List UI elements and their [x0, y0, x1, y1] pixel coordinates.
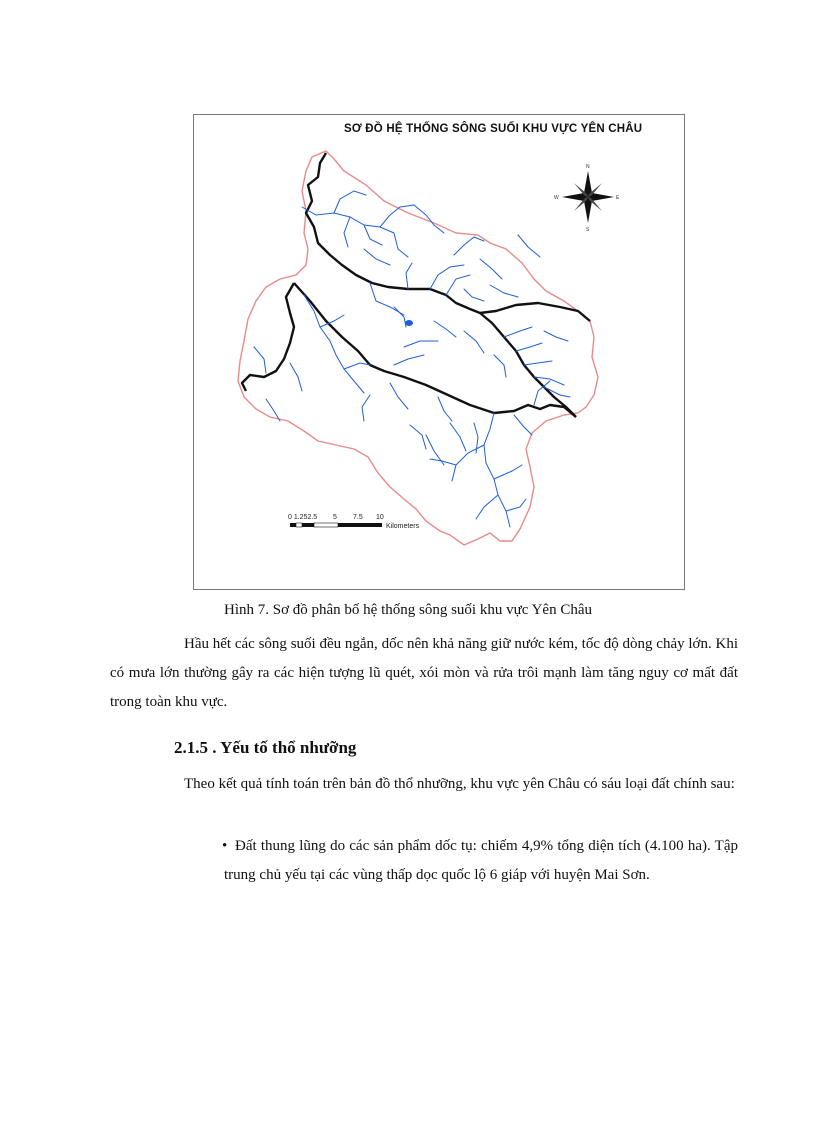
compass-e: E: [616, 195, 620, 201]
paragraph-soil-intro: [110, 770, 738, 799]
section-heading: 2.1.5 . Yếu tố thổ nhưỡng: [174, 738, 357, 757]
scale-tick-5: 5: [333, 514, 337, 521]
streams: [254, 191, 570, 527]
paragraph-streams-text: Hầu hết các sông suối đều ngắn, dốc nên khả năng giữ nước kém, tốc độ dòng chảy lớn. Khi có mưa lớn thường gây ra các hiện tượng lũ quét, xói mòn và rửa trôi mạnh làm tăng nguy cơ mất đất trong toàn khu vực.: [110, 636, 738, 710]
scale-tick-0: 0 1.252.5: [288, 514, 318, 521]
paragraph-soil-intro-text: Theo kết quả tính toán trên bản đồ thổ nhưỡng, khu vực yên Châu có sáu loại đất chính sau:: [184, 776, 735, 792]
lake: [405, 320, 413, 326]
scale-tick-10: 10: [376, 514, 384, 521]
paragraph-streams: [110, 630, 738, 717]
scale-tick-7-5: 7.5: [353, 514, 363, 521]
bullet-item: [224, 832, 738, 890]
compass-n: N: [586, 164, 590, 170]
scale-unit: Kilometers: [386, 523, 420, 530]
scale-bar: [288, 514, 420, 530]
compass-rose: [554, 164, 620, 233]
figure-caption: Hình 7. Sơ đồ phân bố hệ thống sông suối khu vực Yên Châu: [224, 602, 592, 618]
map-title: SƠ ĐỒ HỆ THỐNG SÔNG SUỐI KHU VỰC YÊN CHÂU: [344, 123, 643, 135]
bullet-text: Đất thung lũng do các sản phẩm dốc tụ: chiếm 4,9% tổng diện tích (4.100 ha). Tập trung chủ yếu tại các vùng thấp dọc quốc lộ 6 giáp với huyện Mai Sơn.: [224, 838, 738, 883]
district-boundary: [238, 151, 598, 545]
compass-s: S: [586, 227, 590, 233]
map-figure: [193, 114, 685, 590]
compass-w: W: [554, 195, 559, 201]
river-system-map: [194, 115, 684, 589]
bullet-marker: •: [222, 838, 228, 854]
